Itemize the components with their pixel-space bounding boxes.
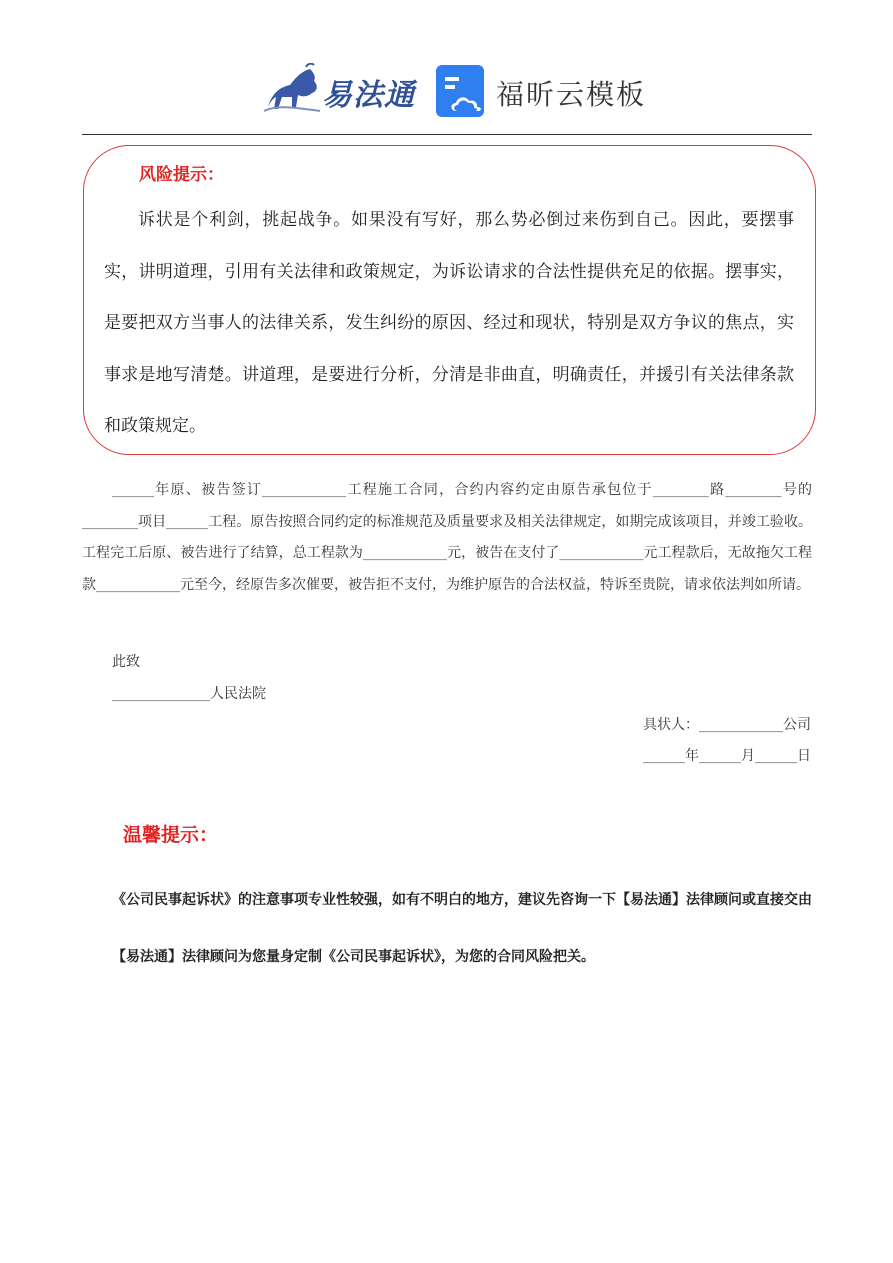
plaintiff-signature-line: 具状人：____________公司 xyxy=(643,717,811,733)
date-line: ______年______月______日 xyxy=(643,748,811,764)
complaint-body: ______年原、被告签订____________工程施工合同，合约内容约定由原告承包位于________路________号的________项目______工程。原告按照合同约定的标准规范及质量要求及相关法律规定，如期完成该项目，并竣工验收。工程完工后原、被告进行了结算，总工程款为____________元，被告在支付了____________元工程款后，无故拖欠工程款____________元至今，经原告多次催要，被告拒不支付，为维护原告的合法权益，特诉至贵院，请求依法判如所请。 xyxy=(82,482,812,593)
risk-notice-box xyxy=(83,145,816,455)
tip-title: 温馨提示： xyxy=(123,824,219,846)
risk-notice-title: 风险提示： xyxy=(139,165,224,185)
qilin-logo-icon xyxy=(262,63,322,115)
tip-body: 《公司民事起诉状》的注意事项专业性较强，如有不明白的地方，建议先咨询一下【易法通】法律顾问或直接交由【易法通】法律顾问为您量身定制《公司民事起诉状》，为您的合同风险把关。 xyxy=(112,892,812,965)
fuxin-logo-text: 福昕云模板 xyxy=(496,78,647,111)
cloud-document-icon xyxy=(436,65,488,117)
header-divider xyxy=(82,134,812,135)
salutation: 此致 xyxy=(112,654,140,670)
page-header xyxy=(0,55,893,125)
court-name-line: ______________人民法院 xyxy=(112,686,266,702)
yifatong-logo-text: 易法通 xyxy=(322,78,415,113)
risk-notice-body: 诉状是个利剑，挑起战争。如果没有写好，那么势必倒过来伤到自己。因此，要摆事实，讲明道理，引用有关法律和政策规定，为诉讼请求的合法性提供充足的依据。摆事实，是要把双方当事人的法律关系，发生纠纷的原因、经过和现状，特别是双方争议的焦点，实事求是地写清楚。讲道理，是要进行分析，分清是非曲直，明确责任，并援引有关法律条款和政策规定。 xyxy=(104,210,794,436)
